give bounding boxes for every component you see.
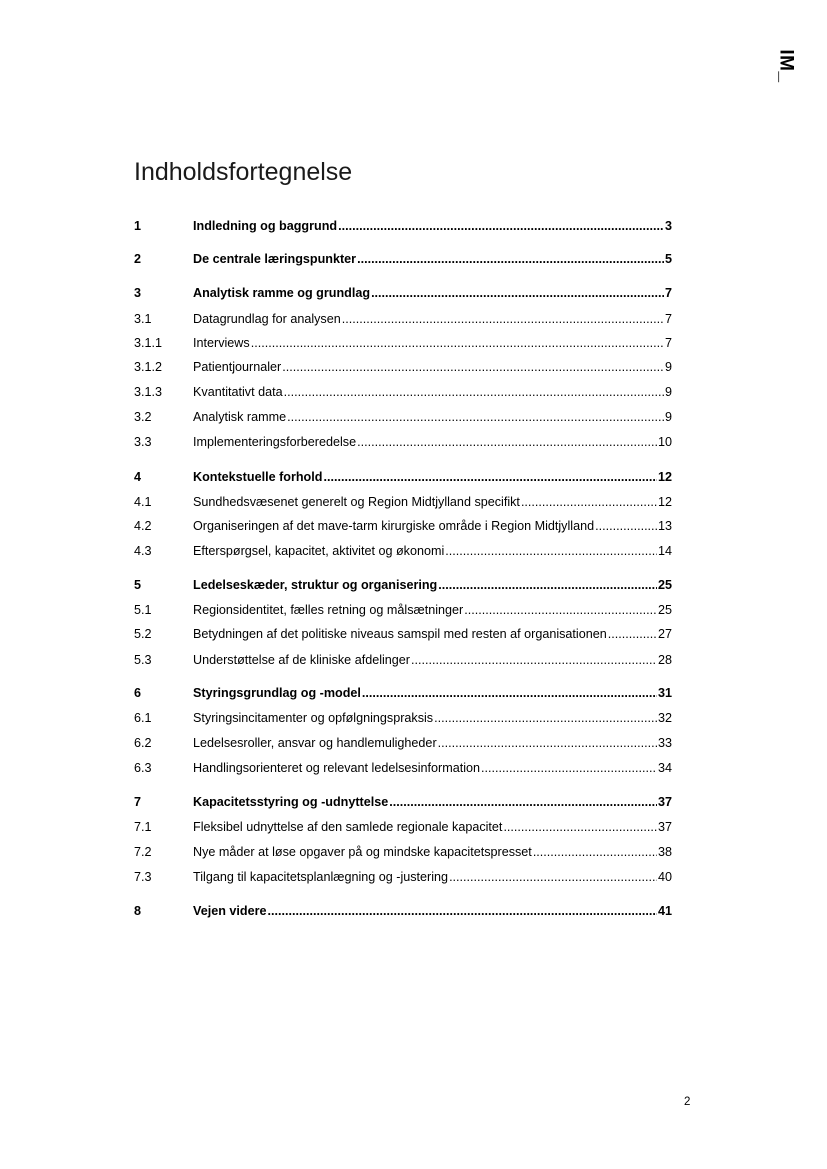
toc-entry-6[interactable] bbox=[134, 683, 672, 703]
toc-entry-number: 7 bbox=[134, 795, 142, 809]
toc-entry-number: 6.2 bbox=[134, 736, 152, 750]
toc-entry-title: Implementeringsforberedelse bbox=[193, 435, 357, 449]
toc-entry-6-3[interactable] bbox=[134, 758, 672, 778]
toc-entry-title: Regionsidentitet, fælles retning og målsætninger bbox=[193, 603, 464, 617]
toc-dot-leader bbox=[362, 683, 657, 703]
toc-entry-body bbox=[193, 382, 672, 402]
toc-entry-3-1-3[interactable] bbox=[134, 382, 672, 402]
toc-entry-5-1[interactable] bbox=[134, 600, 672, 620]
toc-entry-3-1-2[interactable] bbox=[134, 357, 672, 377]
toc-entry-number: 3.1 bbox=[134, 312, 152, 326]
toc-entry-title: Nye måder at løse opgaver på og mindske kapacitetspresset bbox=[193, 845, 532, 859]
toc-entry-number: 6.1 bbox=[134, 711, 152, 725]
toc-entry-title: Analytisk ramme bbox=[193, 410, 287, 424]
toc-entry-body bbox=[193, 432, 672, 452]
toc-entry-4-3[interactable] bbox=[134, 541, 672, 561]
toc-entry-body bbox=[193, 283, 672, 303]
toc-entry-body bbox=[193, 467, 672, 487]
toc-entry-number: 6 bbox=[134, 686, 142, 700]
toc-dot-leader bbox=[268, 901, 657, 921]
toc-entry-8[interactable] bbox=[134, 901, 672, 921]
toc-entry-number: 5.1 bbox=[134, 603, 152, 617]
toc-entry-page: 3 bbox=[664, 219, 672, 233]
toc-dot-leader bbox=[287, 407, 664, 427]
toc-entry-number: 5.3 bbox=[134, 653, 152, 667]
toc-entry-page: 40 bbox=[657, 870, 672, 884]
toc-entry-title: Kapacitetsstyring og -udnyttelse bbox=[193, 795, 389, 809]
toc-entry-number: 2 bbox=[134, 252, 142, 266]
toc-dot-leader bbox=[282, 357, 664, 377]
toc-entry-number: 3.2 bbox=[134, 410, 152, 424]
toc-entry-4-2[interactable] bbox=[134, 516, 672, 536]
toc-entry-page: 34 bbox=[657, 761, 672, 775]
toc-entry-page: 38 bbox=[657, 845, 672, 859]
toc-entry-number: 4 bbox=[134, 470, 142, 484]
toc-entry-title: Organiseringen af det mave-tarm kirurgiske område i Region Midtjylland bbox=[193, 519, 595, 533]
toc-entry-page: 7 bbox=[664, 286, 672, 300]
toc-entry-body bbox=[193, 516, 672, 536]
toc-entry-number: 4.3 bbox=[134, 544, 152, 558]
toc-entry-title: Kvantitativt data bbox=[193, 385, 283, 399]
toc-entry-page: 33 bbox=[657, 736, 672, 750]
toc-entry-title: Indledning og baggrund bbox=[193, 219, 338, 233]
toc-dot-leader bbox=[323, 467, 657, 487]
toc-entry-page: 37 bbox=[657, 820, 672, 834]
toc-entry-body bbox=[193, 758, 672, 778]
toc-entry-5[interactable] bbox=[134, 575, 672, 595]
toc-entry-6-1[interactable] bbox=[134, 708, 672, 728]
toc-entry-body bbox=[193, 624, 672, 644]
toc-dot-leader bbox=[342, 309, 664, 329]
toc-entry-number: 6.3 bbox=[134, 761, 152, 775]
toc-entry-title: Styringsgrundlag og -model bbox=[193, 686, 361, 700]
toc-entry-title: Datagrundlag for analysen bbox=[193, 312, 341, 326]
toc-entry-page: 25 bbox=[657, 578, 672, 592]
toc-entry-page: 31 bbox=[657, 686, 672, 700]
toc-entry-title: Styringsincitamenter og opfølgningspraksis bbox=[193, 711, 434, 725]
toc-dot-leader bbox=[595, 516, 657, 536]
toc-entry-title: Fleksibel udnyttelse af den samlede regionale kapacitet bbox=[193, 820, 503, 834]
toc-entry-page: 28 bbox=[657, 653, 672, 667]
toc-entry-4[interactable] bbox=[134, 467, 672, 487]
toc-entry-page: 25 bbox=[657, 603, 672, 617]
toc-entry-page: 5 bbox=[664, 252, 672, 266]
toc-entry-title: Ledelseskæder, struktur og organisering bbox=[193, 578, 438, 592]
toc-entry-3-1[interactable] bbox=[134, 309, 672, 329]
toc-entry-number: 4.2 bbox=[134, 519, 152, 533]
toc-entry-number: 3.1.3 bbox=[134, 385, 163, 399]
toc-entry-title: Understøttelse af de kliniske afdelinger bbox=[193, 653, 411, 667]
toc-entry-number: 3.1.2 bbox=[134, 360, 163, 374]
toc-entry-number: 7.2 bbox=[134, 845, 152, 859]
toc-entry-title: Tilgang til kapacitetsplanlægning og -justering bbox=[193, 870, 449, 884]
toc-entry-number: 3 bbox=[134, 286, 142, 300]
toc-entry-3-2[interactable] bbox=[134, 407, 672, 427]
toc-entry-title: Ledelsesroller, ansvar og handlemuligheder bbox=[193, 736, 437, 750]
toc-entry-page: 32 bbox=[657, 711, 672, 725]
toc-entry-title: Patientjournaler bbox=[193, 360, 282, 374]
toc-entry-3[interactable] bbox=[134, 283, 672, 303]
page-title: Indholdsfortegnelse bbox=[134, 158, 353, 186]
toc-entry-body bbox=[193, 492, 672, 512]
toc-dot-leader bbox=[284, 382, 664, 402]
toc-entry-number: 7.3 bbox=[134, 870, 152, 884]
toc-entry-7-3[interactable] bbox=[134, 867, 672, 887]
toc-entry-body bbox=[193, 792, 672, 812]
toc-entry-body bbox=[193, 216, 672, 236]
toc-entry-title: Efterspørgsel, kapacitet, aktivitet og økonomi bbox=[193, 544, 445, 558]
toc-entry-title: De centrale læringspunkter bbox=[193, 252, 357, 266]
toc-entry-6-2[interactable] bbox=[134, 733, 672, 753]
toc-entry-page: 12 bbox=[657, 470, 672, 484]
toc-dot-leader bbox=[357, 249, 664, 269]
toc-entry-body bbox=[193, 817, 672, 837]
toc-entry-7-1[interactable] bbox=[134, 817, 672, 837]
toc-entry-title: Vejen videre bbox=[193, 904, 267, 918]
toc-dot-leader bbox=[521, 492, 657, 512]
toc-dot-leader bbox=[445, 541, 657, 561]
toc-entry-page: 9 bbox=[664, 360, 672, 374]
toc-dot-leader bbox=[449, 867, 657, 887]
toc-entry-3-1-1[interactable] bbox=[134, 333, 672, 353]
toc-entry-number: 5.2 bbox=[134, 627, 152, 641]
toc-entry-5-3[interactable] bbox=[134, 650, 672, 670]
toc-entry-5-2[interactable] bbox=[134, 624, 672, 644]
toc-entry-body bbox=[193, 600, 672, 620]
toc-entry-page: 7 bbox=[664, 312, 672, 326]
toc-entry-body bbox=[193, 309, 672, 329]
toc-entry-1[interactable] bbox=[134, 216, 672, 236]
toc-entry-page: 14 bbox=[657, 544, 672, 558]
toc-entry-body bbox=[193, 249, 672, 269]
toc-entry-title: Interviews bbox=[193, 336, 250, 350]
page-number: 2 bbox=[684, 1096, 691, 1108]
toc-entry-number: 4.1 bbox=[134, 495, 152, 509]
toc-entry-body bbox=[193, 708, 672, 728]
toc-entry-title: Kontekstuelle forhold bbox=[193, 470, 323, 484]
toc-entry-7[interactable] bbox=[134, 792, 672, 812]
toc-dot-leader bbox=[371, 283, 664, 303]
toc-entry-page: 13 bbox=[657, 519, 672, 533]
toc-entry-page: 9 bbox=[664, 410, 672, 424]
toc-entry-body bbox=[193, 333, 672, 353]
toc-entry-page: 27 bbox=[657, 627, 672, 641]
toc-entry-body bbox=[193, 650, 672, 670]
toc-entry-body bbox=[193, 357, 672, 377]
toc-dot-leader bbox=[481, 758, 657, 778]
toc-entry-body bbox=[193, 683, 672, 703]
toc-entry-number: 7.1 bbox=[134, 820, 152, 834]
toc-entry-number: 3.3 bbox=[134, 435, 152, 449]
toc-entry-number: 5 bbox=[134, 578, 142, 592]
toc-entry-4-1[interactable] bbox=[134, 492, 672, 512]
toc-dot-leader bbox=[389, 792, 657, 812]
toc-entry-title: Handlingsorienteret og relevant ledelsesinformation bbox=[193, 761, 481, 775]
toc-entry-page: 9 bbox=[664, 385, 672, 399]
toc-dot-leader bbox=[438, 733, 657, 753]
toc-entry-number: 3.1.1 bbox=[134, 336, 163, 350]
logo-text: IM_ bbox=[776, 49, 797, 83]
toc-dot-leader bbox=[338, 216, 664, 236]
toc-entry-title: Sundhedsvæsenet generelt og Region Midtjylland specifikt bbox=[193, 495, 520, 509]
toc-entry-2[interactable] bbox=[134, 249, 672, 269]
toc-dot-leader bbox=[503, 817, 657, 837]
toc-entry-title: Betydningen af det politiske niveaus samspil med resten af organisationen bbox=[193, 627, 607, 641]
toc-entry-body bbox=[193, 733, 672, 753]
toc-entry-7-2[interactable] bbox=[134, 842, 672, 862]
toc-entry-body bbox=[193, 541, 672, 561]
toc-dot-leader bbox=[357, 432, 657, 452]
toc-entry-body bbox=[193, 407, 672, 427]
toc-entry-body bbox=[193, 842, 672, 862]
toc-dot-leader bbox=[533, 842, 657, 862]
toc-dot-leader bbox=[434, 708, 657, 728]
toc-entry-page: 10 bbox=[657, 435, 672, 449]
toc-entry-body bbox=[193, 867, 672, 887]
toc-entry-body bbox=[193, 575, 672, 595]
toc-entry-page: 12 bbox=[657, 495, 672, 509]
toc-dot-leader bbox=[464, 600, 657, 620]
toc-dot-leader bbox=[411, 650, 657, 670]
toc-entry-body bbox=[193, 901, 672, 921]
toc-entry-number: 1 bbox=[134, 219, 142, 233]
toc-entry-3-3[interactable] bbox=[134, 432, 672, 452]
toc-dot-leader bbox=[251, 333, 664, 353]
toc-entry-number: 8 bbox=[134, 904, 142, 918]
logo bbox=[768, 46, 804, 86]
toc-entry-page: 37 bbox=[657, 795, 672, 809]
toc-entry-title: Analytisk ramme og grundlag bbox=[193, 286, 371, 300]
toc-entry-page: 41 bbox=[657, 904, 672, 918]
toc-dot-leader bbox=[438, 575, 657, 595]
toc-entry-page: 7 bbox=[664, 336, 672, 350]
toc-dot-leader bbox=[608, 624, 657, 644]
